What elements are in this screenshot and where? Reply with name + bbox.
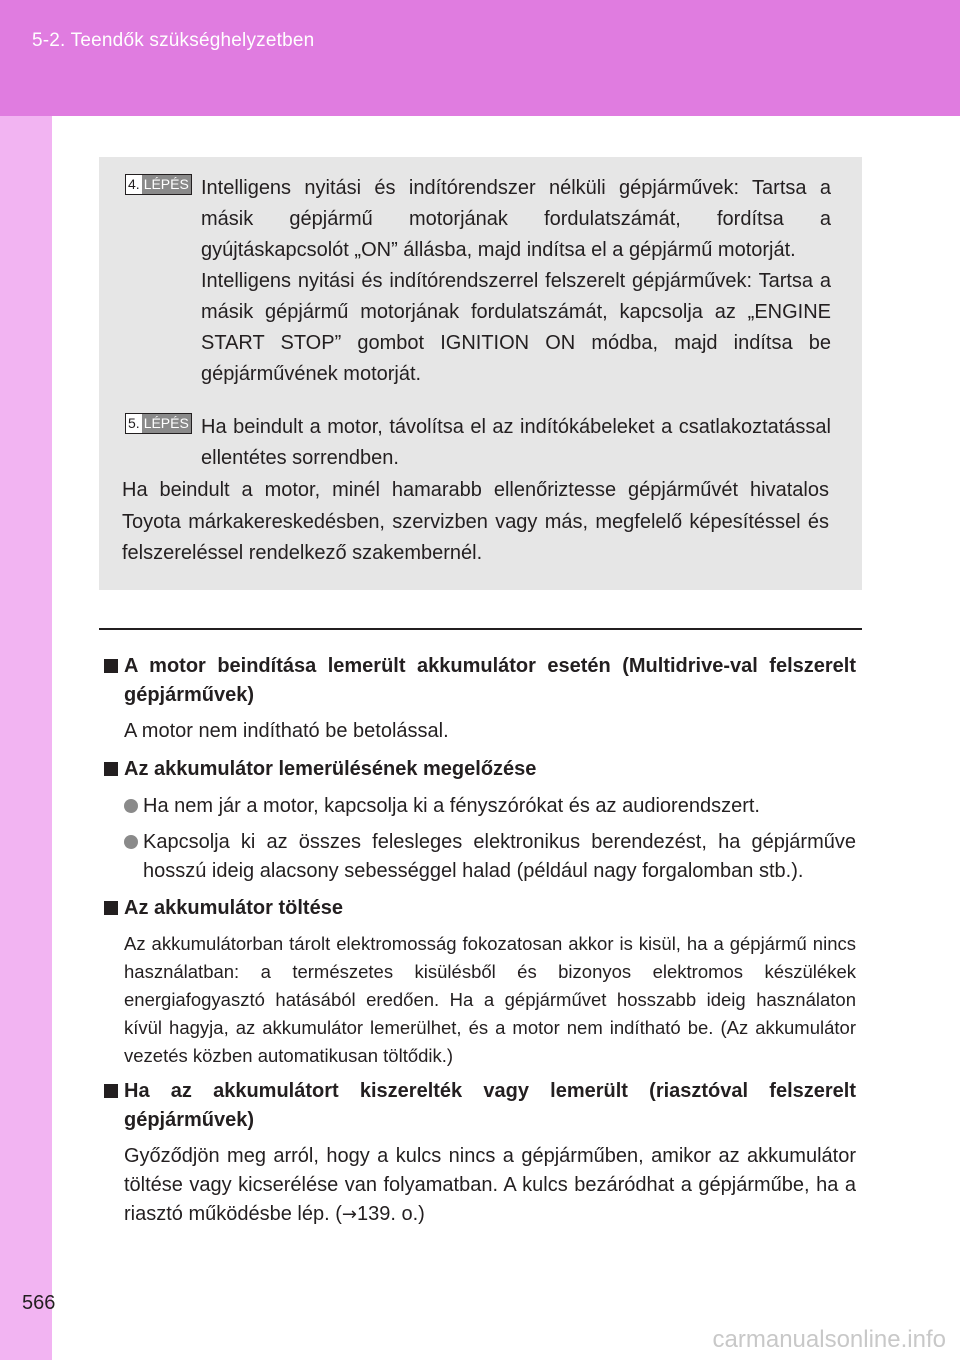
main-content bbox=[104, 652, 856, 1229]
step-4 bbox=[125, 173, 831, 390]
section-text: Győződjön meg arról, hogy a kulcs nincs a gépjárműben, amikor az akkumulátor töltése vagy kicserélése van folyamatban. A kulcs bezáródhat a gépjárműbe, ha a riasztó működésbe lép. (→139. o.) bbox=[124, 1145, 856, 1225]
step-label: LÉPÉS bbox=[143, 176, 189, 192]
procedure-box bbox=[99, 157, 862, 590]
watermark: carmanualsonline.info bbox=[712, 1326, 946, 1353]
chapter-title: 5-2. Teendők szükséghelyzetben bbox=[32, 30, 315, 51]
list-item: Kapcsolja ki az összes felesleges elektronikus berendezést, ha gépjárműve hosszú ideig alacsony sebességgel halad (például nagy forgalomban stb.). bbox=[124, 828, 856, 886]
step-badge bbox=[125, 413, 192, 434]
page-header bbox=[0, 0, 960, 116]
section-heading: A motor beindítása lemerült akkumulátor esetén (Multidrive-val felszerelt gépjárművek) bbox=[104, 652, 856, 710]
step-paragraph: Ha beindult a motor, távolítsa el az indítókábeleket a csatlakoztatással ellentétes sorrendben. bbox=[201, 416, 831, 469]
box-note: Ha beindult a motor, minél hamarabb ellenőriztesse gépjárművét hivatalos Toyota márkakereskedésben, szervizben vagy más, megfelelő képesítéssel és felszereléssel rendelkező szakembernél. bbox=[122, 479, 829, 564]
page-reference[interactable]: 139. o.) bbox=[356, 1203, 425, 1225]
step-paragraph: Intelligens nyitási és indítórendszer nélküli gépjárművek: Tartsa a másik gépjármű motorjának fordulatszámát, fordítsa a gyújtáskapcsolót „ON” állásba, majd indítsa el a gépjármű motorját. bbox=[201, 177, 831, 261]
list-item: Ha nem jár a motor, kapcsolja ki a fényszórókat és az audiorendszert. bbox=[124, 792, 856, 821]
step-text bbox=[201, 412, 831, 474]
arrow-icon: → bbox=[341, 1204, 357, 1225]
section-text: Az akkumulátorban tárolt elektromosság fokozatosan akkor is kisül, ha a gépjármű nincs használatban: a természetes kisülésből és bizonyos elektromos készülékek energiafogyasztó hatásából eredően. Ha a gépjárművet hosszabb ideig használaton kívül hagyja, az akkumulátor lemerülhet, és a motor nem indítható be. (Az akkumulátor vezetés közben automatikusan töltődik.) bbox=[124, 933, 856, 1066]
step-paragraph: Intelligens nyitási és indítórendszerrel felszerelt gépjárművek: Tartsa a másik gépjármű motorjának fordulatszámát, kapcsolja az „ENGINE START STOP” gombot IGNITION ON módba, majd indítsa be gépjárművének motorját. bbox=[201, 270, 831, 385]
step-number: 5. bbox=[128, 415, 140, 431]
divider bbox=[99, 628, 862, 630]
circle-bullet-icon bbox=[124, 835, 138, 849]
step-label: LÉPÉS bbox=[143, 415, 189, 431]
page-number: 566 bbox=[22, 1292, 56, 1314]
square-bullet-icon bbox=[104, 1084, 118, 1098]
square-bullet-icon bbox=[104, 659, 118, 673]
step-number: 4. bbox=[128, 176, 140, 192]
section-heading: Ha az akkumulátort kiszerelték vagy lemerült (riasztóval felszerelt gépjárművek) bbox=[104, 1077, 856, 1135]
circle-bullet-icon bbox=[124, 799, 138, 813]
step-5 bbox=[125, 412, 831, 474]
section-heading: Az akkumulátor lemerülésének megelőzése bbox=[104, 755, 856, 784]
step-badge bbox=[125, 174, 192, 195]
square-bullet-icon bbox=[104, 901, 118, 915]
side-strip bbox=[0, 116, 52, 1360]
section-heading: Az akkumulátor töltése bbox=[104, 894, 856, 923]
section-text: A motor nem indítható be betolással. bbox=[124, 720, 449, 742]
square-bullet-icon bbox=[104, 762, 118, 776]
step-text bbox=[201, 173, 831, 390]
